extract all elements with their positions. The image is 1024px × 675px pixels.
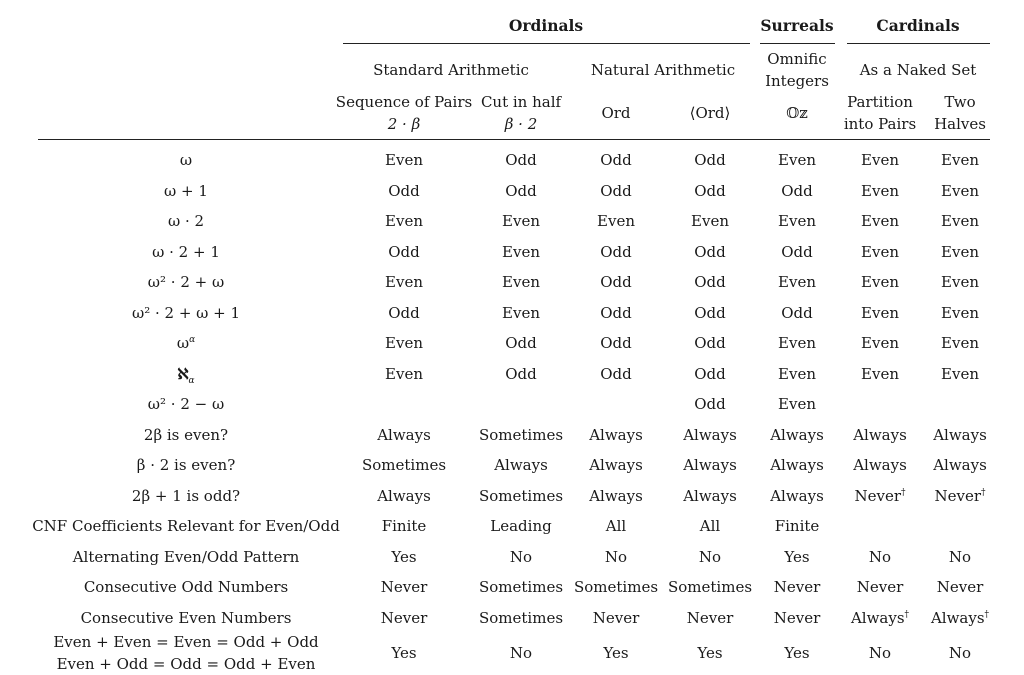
table-cell: Even <box>502 304 540 322</box>
table-cell: No <box>509 548 533 566</box>
table-cell: Finite <box>381 517 427 535</box>
row-label: β · 2 is even? <box>136 456 236 474</box>
subgroup-omnific: Omnific <box>767 50 827 68</box>
col-header-6a: Partition <box>847 93 913 111</box>
table-cell: Even <box>861 365 899 383</box>
table-cell: Never <box>380 609 428 627</box>
row-label: CNF Coefficients Relevant for Even/Odd <box>32 517 340 535</box>
table-cell: Even <box>941 273 979 291</box>
table-cell: Odd <box>781 243 813 261</box>
table-cell: Odd <box>600 182 632 200</box>
table-cell: Always† <box>930 609 990 627</box>
table-cell: Finite <box>774 517 820 535</box>
row-label: ω² · 2 + ω + 1 <box>131 304 241 322</box>
table-cell: Even <box>861 334 899 352</box>
col-header-4: ⟨Ord⟩ <box>689 104 731 122</box>
table-cell: Leading <box>490 517 552 535</box>
table-cell: Yes <box>391 548 417 566</box>
table-cell: Even <box>597 212 635 230</box>
col-header-3: Ord <box>601 104 631 122</box>
table-cell: Even <box>941 212 979 230</box>
table-cell: Even <box>861 243 899 261</box>
col-header-7b: Halves <box>934 115 986 133</box>
table-cell: Always <box>683 487 737 505</box>
table-cell: Sometimes <box>478 609 564 627</box>
row-label: 2β is even? <box>143 426 229 444</box>
table-cell: Sometimes <box>478 578 564 596</box>
table-cell: Odd <box>600 273 632 291</box>
table-cell: Always† <box>850 609 910 627</box>
table-cell: Never <box>856 578 904 596</box>
row-label: 2β + 1 is odd? <box>131 487 241 505</box>
table-cell: Odd <box>505 182 537 200</box>
table-cell: All <box>605 517 627 535</box>
table-cell: Odd <box>600 365 632 383</box>
table-cell: Odd <box>600 304 632 322</box>
table-cell: No <box>604 548 628 566</box>
table-cell: Odd <box>600 334 632 352</box>
table-cell: Always <box>770 487 824 505</box>
row-label: Alternating Even/Odd Pattern <box>72 548 300 566</box>
table-cell: Even <box>778 151 816 169</box>
table-cell: Always <box>589 426 643 444</box>
table-cell: Even <box>941 334 979 352</box>
table-cell: Even <box>385 273 423 291</box>
row-label: ω · 2 <box>167 212 205 230</box>
subgroup-natural: Natural Arithmetic <box>590 61 736 79</box>
surreals-rule <box>760 43 835 44</box>
col-header-1a: Sequence of Pairs <box>335 93 473 111</box>
table-cell: Always <box>377 426 431 444</box>
table-cell: Never <box>686 609 734 627</box>
table-cell: Even <box>861 182 899 200</box>
table-cell: Yes <box>784 644 810 662</box>
table-cell: Odd <box>694 334 726 352</box>
table-cell: Even <box>385 151 423 169</box>
table-cell: Never <box>936 578 984 596</box>
table-cell: Even <box>778 273 816 291</box>
row-label: Consecutive Even Numbers <box>80 609 292 627</box>
table-cell: Odd <box>781 304 813 322</box>
table-cell: Even <box>778 395 816 413</box>
table-cell: Even <box>941 243 979 261</box>
row-label: Consecutive Odd Numbers <box>83 578 289 596</box>
table-cell: Yes <box>697 644 723 662</box>
table-cell: Even <box>861 304 899 322</box>
subgroup-naked-set: As a Naked Set <box>859 61 977 79</box>
table-cell: Always <box>933 426 987 444</box>
table-cell: Odd <box>694 395 726 413</box>
table-cell: Odd <box>694 243 726 261</box>
group-ordinals: Ordinals <box>508 16 584 35</box>
last-row-label-line2: Even + Odd = Odd = Odd + Even <box>56 655 316 673</box>
table-cell: Always <box>589 456 643 474</box>
table-cell: Even <box>941 182 979 200</box>
header-bottom-rule <box>38 139 990 140</box>
table-cell: Always <box>683 426 737 444</box>
col-header-2b: β · 2 <box>504 115 538 133</box>
table-cell: Odd <box>388 304 420 322</box>
col-header-7a: Two <box>944 93 976 111</box>
table-cell: Sometimes <box>573 578 659 596</box>
table-cell: Even <box>941 304 979 322</box>
ordinals-rule <box>343 43 750 44</box>
row-label: ω <box>179 151 193 169</box>
row-label: ω² · 2 − ω <box>147 395 225 413</box>
table-cell: Odd <box>505 151 537 169</box>
table-cell: Odd <box>388 243 420 261</box>
table-cell: Never <box>592 609 640 627</box>
table-cell: No <box>948 644 972 662</box>
table-cell: Even <box>502 212 540 230</box>
subgroup-omnific-2: Integers <box>765 72 829 90</box>
table-cell: Odd <box>781 182 813 200</box>
table-cell: No <box>509 644 533 662</box>
table-cell: Even <box>941 151 979 169</box>
table-cell: Even <box>778 365 816 383</box>
table-cell: Even <box>861 151 899 169</box>
table-cell: Even <box>502 273 540 291</box>
table-cell: Always <box>933 456 987 474</box>
table-cell: Never <box>380 578 428 596</box>
table-cell: Even <box>385 334 423 352</box>
table-cell: Sometimes <box>361 456 447 474</box>
table-cell: Yes <box>603 644 629 662</box>
table-cell: Odd <box>694 182 726 200</box>
table-cell: Sometimes <box>478 426 564 444</box>
table-cell: Always <box>494 456 548 474</box>
table-cell: Even <box>385 212 423 230</box>
table-cell: Even <box>778 334 816 352</box>
table-cell: Even <box>941 365 979 383</box>
table-cell: Even <box>502 243 540 261</box>
col-header-1b: 2 · β <box>387 115 421 133</box>
table-cell: Always <box>853 456 907 474</box>
group-surreals: Surreals <box>760 16 834 35</box>
table-cell: Odd <box>505 365 537 383</box>
table-cell: Odd <box>694 273 726 291</box>
table-cell: Never† <box>854 487 906 505</box>
table-cell: Odd <box>600 151 632 169</box>
row-label: $\omega^\alpha$ <box>176 334 196 352</box>
last-row-label-line1: Even + Even = Even = Odd + Odd <box>53 633 319 651</box>
table-cell: Always <box>377 487 431 505</box>
table-cell: Never† <box>934 487 986 505</box>
table-cell: Always <box>683 456 737 474</box>
col-header-6b: into Pairs <box>843 115 917 133</box>
table-cell: Odd <box>600 243 632 261</box>
table-cell: Odd <box>694 151 726 169</box>
table-cell: Even <box>861 212 899 230</box>
table-cell: No <box>698 548 722 566</box>
group-cardinals: Cardinals <box>876 16 960 35</box>
subgroup-standard: Standard Arithmetic <box>373 61 529 79</box>
table-cell: Yes <box>784 548 810 566</box>
table-cell: No <box>868 644 892 662</box>
table-cell: Even <box>691 212 729 230</box>
table-cell: Never <box>773 609 821 627</box>
table-cell: No <box>948 548 972 566</box>
row-label: ω + 1 <box>164 182 208 200</box>
table-cell: Always <box>853 426 907 444</box>
row-label: ω · 2 + 1 <box>152 243 220 261</box>
col-header-2a: Cut in half <box>480 93 562 111</box>
row-label: ℵ$_\alpha$ <box>177 365 195 386</box>
table-cell: Sometimes <box>667 578 753 596</box>
table-cell: All <box>699 517 721 535</box>
table-cell: Odd <box>694 365 726 383</box>
cardinals-rule <box>847 43 990 44</box>
table-cell: Always <box>589 487 643 505</box>
table-cell: Always <box>770 456 824 474</box>
table-cell: Yes <box>391 644 417 662</box>
row-label: ω² · 2 + ω <box>147 273 225 291</box>
col-header-5: 𝕆𝕫 <box>786 104 808 122</box>
table-cell: Sometimes <box>478 487 564 505</box>
table-cell: No <box>868 548 892 566</box>
table-cell: Even <box>861 273 899 291</box>
table-cell: Never <box>773 578 821 596</box>
table-cell: Always <box>770 426 824 444</box>
table-cell: Odd <box>388 182 420 200</box>
table-cell: Even <box>778 212 816 230</box>
table-cell: Even <box>385 365 423 383</box>
table-cell: Odd <box>505 334 537 352</box>
table-cell: Odd <box>694 304 726 322</box>
